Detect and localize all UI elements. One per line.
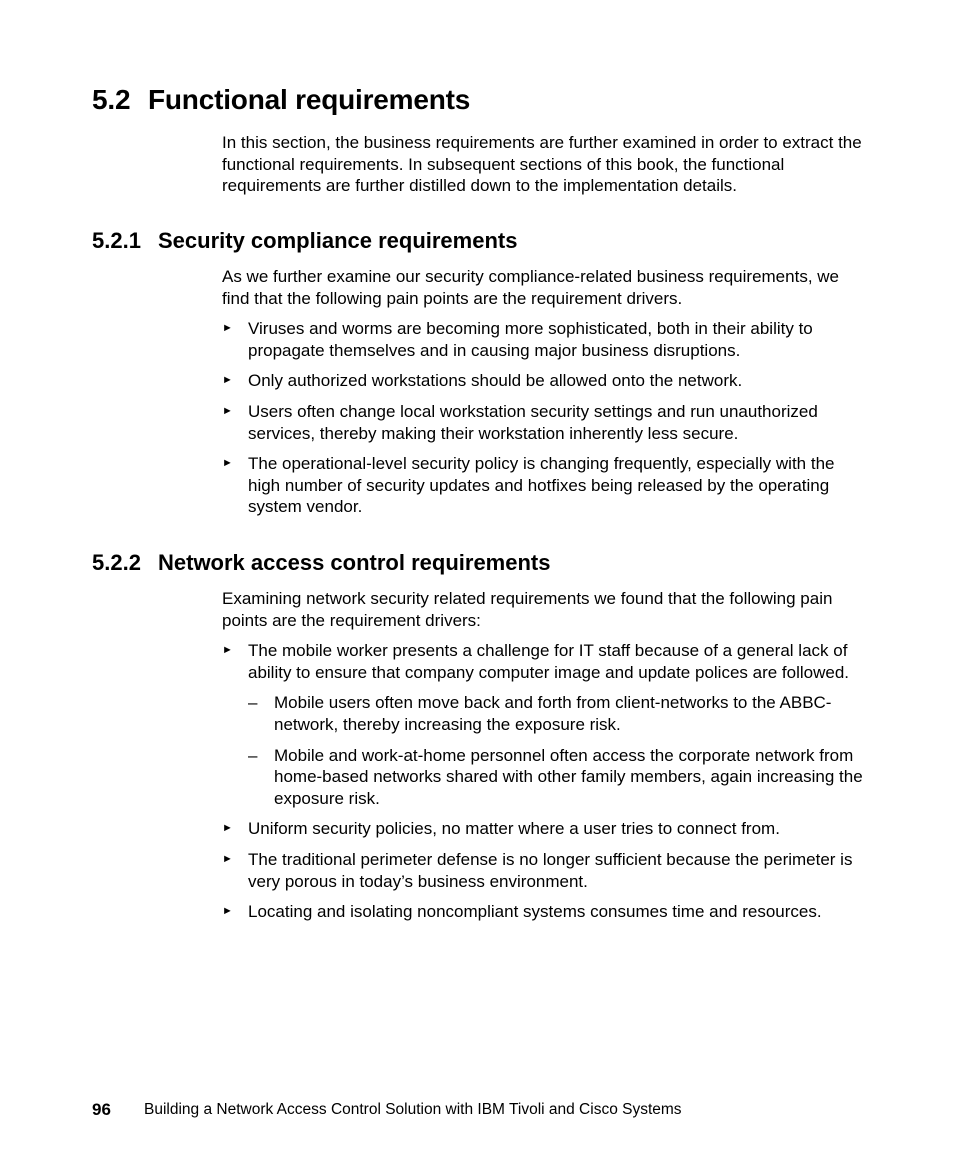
list-item-text: The traditional perimeter defense is no longer sufficient because the perimeter is very porous in today’s business environment. xyxy=(248,849,853,891)
list-item xyxy=(222,453,864,518)
section-title xyxy=(92,82,470,118)
bullet-arrow-icon: ► xyxy=(222,322,233,335)
subsection-number: 5.2.2 xyxy=(92,550,141,575)
dash-icon: – xyxy=(248,693,258,713)
bullet-arrow-icon: ► xyxy=(222,404,233,417)
intro-block xyxy=(222,132,864,197)
list-item xyxy=(222,818,864,840)
book-title: Building a Network Access Control Solution with IBM Tivoli and Cisco Systems xyxy=(144,1101,682,1118)
sub-bullet-list xyxy=(248,692,864,809)
sub-list-item xyxy=(248,692,864,735)
subsection-title-security-compliance xyxy=(92,227,517,255)
sub-list-item xyxy=(248,745,864,810)
section-number: 5.2 xyxy=(92,84,131,115)
bullet-arrow-icon: ► xyxy=(222,822,233,835)
list-item-text: The operational-level security policy is changing frequently, especially with the high number of security updates and hotfixes being released by the operating system vendor. xyxy=(248,454,835,517)
list-item xyxy=(222,318,864,361)
bullet-list xyxy=(222,640,864,923)
list-item xyxy=(222,640,864,809)
bullet-arrow-icon: ► xyxy=(222,852,233,865)
list-item-text: The mobile worker presents a challenge for IT staff because of a general lack of ability to ensure that company computer image and update polices are followed. xyxy=(248,641,850,682)
lead-paragraph: Examining network security related requirements we found that the following pain points are the requirement drivers: xyxy=(222,589,833,630)
list-item-text: Uniform security policies, no matter where a user tries to connect from. xyxy=(248,819,780,839)
network-access-control-body xyxy=(222,588,864,932)
dash-icon: – xyxy=(248,745,258,765)
list-item-text: Viruses and worms are becoming more sophisticated, both in their ability to propagate themselves and in causing major business disruptions. xyxy=(248,319,813,360)
list-item-text: Only authorized workstations should be allowed onto the network. xyxy=(248,371,743,391)
subsection-title-text: Security compliance requirements xyxy=(158,228,518,253)
list-item xyxy=(222,849,864,892)
bullet-arrow-icon: ► xyxy=(222,644,233,657)
list-item-text: Locating and isolating noncompliant systems consumes time and resources. xyxy=(248,902,822,922)
list-item xyxy=(222,401,864,444)
list-item xyxy=(222,901,864,923)
list-item-text: Users often change local workstation security settings and run unauthorized services, thereby making their workstation inherently less secure. xyxy=(248,401,818,443)
subsection-title-network-access-control xyxy=(92,549,550,577)
sub-list-item-text: Mobile users often move back and forth from client-networks to the ABBC-network, thereby increasing the exposure risk. xyxy=(274,693,832,734)
bullet-arrow-icon: ► xyxy=(222,457,233,470)
section-title-text: Functional requirements xyxy=(148,84,471,115)
sub-list-item-text: Mobile and work-at-home personnel often access the corporate network from home-based networks shared with other family members, again increasing the exposure risk. xyxy=(274,745,863,808)
intro-paragraph: In this section, the business requirements are further examined in order to extract the functional requirements. In subsequent sections of this book, the functional requirements are further distilled down to the implementation details. xyxy=(222,133,862,196)
lead-paragraph: As we further examine our security compliance-related business requirements, we find that the following pain points are the requirement drivers. xyxy=(222,267,839,308)
bullet-arrow-icon: ► xyxy=(222,374,233,387)
bullet-arrow-icon: ► xyxy=(222,905,233,918)
page-number: 96 xyxy=(92,1100,111,1119)
subsection-number: 5.2.1 xyxy=(92,228,141,253)
subsection-title-text: Network access control requirements xyxy=(158,550,551,575)
security-compliance-body xyxy=(222,266,864,527)
list-item xyxy=(222,370,864,392)
bullet-list xyxy=(222,318,864,518)
